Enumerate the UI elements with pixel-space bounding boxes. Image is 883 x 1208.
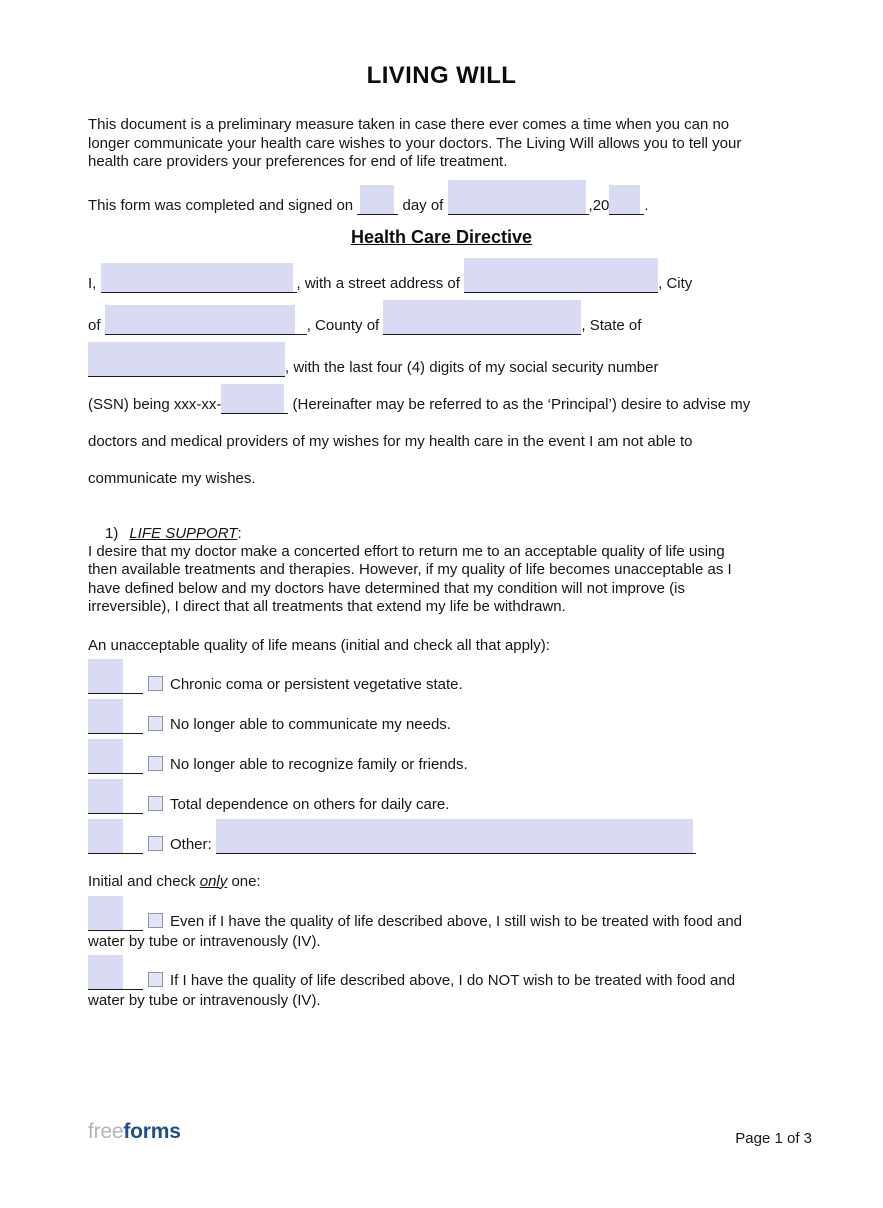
option-label: If I have the quality of life described above, I do NOT wish to be treated with food and bbox=[170, 971, 736, 989]
underline bbox=[284, 413, 288, 414]
directive-line-6: communicate my wishes. bbox=[88, 469, 256, 487]
prompt-emphasis: only bbox=[199, 872, 228, 890]
initial-and-check-only-one-prompt bbox=[88, 872, 795, 891]
year-field[interactable] bbox=[609, 185, 640, 215]
section-number: 1) bbox=[105, 524, 119, 542]
body-line: irreversible), I direct that all treatments that extend my life be withdrawn. bbox=[88, 598, 566, 615]
directive-line-1 bbox=[88, 258, 795, 293]
principal-name-field[interactable] bbox=[101, 263, 293, 293]
directive-text: (SSN) being xxx-xx- bbox=[88, 395, 222, 413]
signed-text: ,20 bbox=[588, 196, 610, 214]
checkbox[interactable] bbox=[148, 836, 163, 851]
initials-field[interactable] bbox=[88, 739, 123, 774]
page-title: LIVING WILL bbox=[366, 62, 517, 89]
option-row-communicate bbox=[88, 699, 795, 734]
intro-line: health care providers your preferences for end of life treatment. bbox=[88, 153, 508, 170]
exclusive-option-wrap-feed: water by tube or intravenously (IV). bbox=[88, 932, 321, 950]
other-text-field[interactable] bbox=[216, 819, 693, 854]
checkbox[interactable] bbox=[148, 972, 163, 987]
logo-free-text: free bbox=[88, 1120, 124, 1143]
option-label: Total dependence on others for daily care. bbox=[170, 795, 450, 813]
freeforms-logo bbox=[88, 1120, 181, 1144]
life-support-heading bbox=[88, 524, 795, 543]
checkbox[interactable] bbox=[148, 676, 163, 691]
directive-text: (Hereinafter may be referred to as the ‘Principal’) desire to advise my bbox=[292, 395, 751, 413]
health-care-directive-heading: Health Care Directive bbox=[350, 226, 533, 247]
underline bbox=[123, 930, 143, 931]
life-support-paragraph bbox=[88, 543, 795, 617]
unacceptable-quality-prompt: An unacceptable quality of life means (initial and check all that apply): bbox=[88, 636, 550, 654]
directive-line-5: doctors and medical providers of my wishes for my health care in the event I am not able to bbox=[88, 432, 693, 450]
day-field[interactable] bbox=[360, 185, 394, 215]
checkbox[interactable] bbox=[148, 913, 163, 928]
underline bbox=[293, 292, 297, 293]
intro-line: This document is a preliminary measure taken in case there ever comes a time when you can no bbox=[88, 116, 730, 133]
county-field[interactable] bbox=[383, 300, 581, 335]
underline bbox=[123, 773, 143, 774]
option-row-other bbox=[88, 819, 795, 854]
directive-text: I, bbox=[88, 274, 97, 292]
initials-field[interactable] bbox=[88, 659, 123, 694]
checkbox[interactable] bbox=[148, 716, 163, 731]
body-line: then available treatments and therapies. However, if my quality of life becomes unacceptable as I bbox=[88, 561, 732, 578]
body-line: I desire that my doctor make a concerted effort to return me to an acceptable quality of life using bbox=[88, 542, 725, 560]
body-line: have defined below and my doctors have determined that my condition will not improve (is bbox=[88, 579, 685, 597]
underline bbox=[123, 853, 143, 854]
month-field[interactable] bbox=[448, 180, 586, 215]
initials-field[interactable] bbox=[88, 779, 123, 814]
initials-field[interactable] bbox=[88, 819, 123, 854]
street-address-field[interactable] bbox=[464, 258, 658, 293]
option-label: No longer able to communicate my needs. bbox=[170, 715, 451, 733]
underline bbox=[123, 989, 143, 990]
prompt-text: Initial and check bbox=[88, 872, 196, 890]
state-field[interactable] bbox=[88, 342, 285, 377]
directive-text: , City bbox=[658, 274, 693, 292]
initials-field[interactable] bbox=[88, 699, 123, 734]
underline bbox=[394, 214, 398, 215]
option-label: Chronic coma or persistent vegetative state. bbox=[170, 675, 463, 693]
underline bbox=[123, 693, 143, 694]
directive-line-2 bbox=[88, 300, 795, 335]
checkbox[interactable] bbox=[148, 756, 163, 771]
initials-field[interactable] bbox=[88, 896, 123, 931]
directive-text: , with a street address of bbox=[296, 274, 460, 292]
option-row-recognize bbox=[88, 739, 795, 774]
directive-text: , County of bbox=[306, 316, 380, 334]
exclusive-option-wrap-no-feed: water by tube or intravenously (IV). bbox=[88, 991, 321, 1009]
signed-date-line bbox=[88, 180, 795, 215]
page-number-label: Page 1 of 3 bbox=[735, 1130, 812, 1147]
underline bbox=[123, 813, 143, 814]
option-label: No longer able to recognize family or friends. bbox=[170, 755, 468, 773]
option-row-dependence bbox=[88, 779, 795, 814]
signed-text: This form was completed and signed on bbox=[88, 196, 354, 214]
directive-line-3 bbox=[88, 342, 795, 377]
initials-field[interactable] bbox=[88, 955, 123, 990]
ssn-last4-field[interactable] bbox=[221, 384, 284, 414]
directive-text: of bbox=[88, 316, 101, 334]
directive-text: , State of bbox=[581, 316, 642, 334]
exclusive-option-row-no-feed bbox=[88, 955, 795, 990]
directive-line-4 bbox=[88, 384, 795, 414]
signed-text: . bbox=[644, 196, 649, 214]
underline bbox=[123, 733, 143, 734]
underline bbox=[693, 853, 696, 854]
option-label: Other: bbox=[170, 835, 212, 853]
living-will-document-page bbox=[0, 62, 883, 1208]
checkbox[interactable] bbox=[148, 796, 163, 811]
city-field[interactable] bbox=[105, 305, 295, 335]
logo-forms-text: forms bbox=[123, 1120, 181, 1143]
section-colon: : bbox=[237, 524, 242, 542]
section-title: LIFE SUPPORT bbox=[129, 524, 238, 542]
exclusive-option-row-feed bbox=[88, 896, 795, 931]
option-row-coma bbox=[88, 659, 795, 694]
page-content bbox=[0, 62, 883, 1010]
signed-text: day of bbox=[402, 196, 444, 214]
underline bbox=[295, 334, 307, 335]
intro-paragraph bbox=[88, 116, 795, 172]
intro-line: longer communicate your health care wishes to your doctors. The Living Will allows you to tell your bbox=[88, 134, 742, 152]
prompt-text: one: bbox=[231, 872, 261, 890]
option-label: Even if I have the quality of life described above, I still wish to be treated with food and bbox=[170, 912, 742, 930]
directive-text: , with the last four (4) digits of my social security number bbox=[285, 358, 659, 376]
